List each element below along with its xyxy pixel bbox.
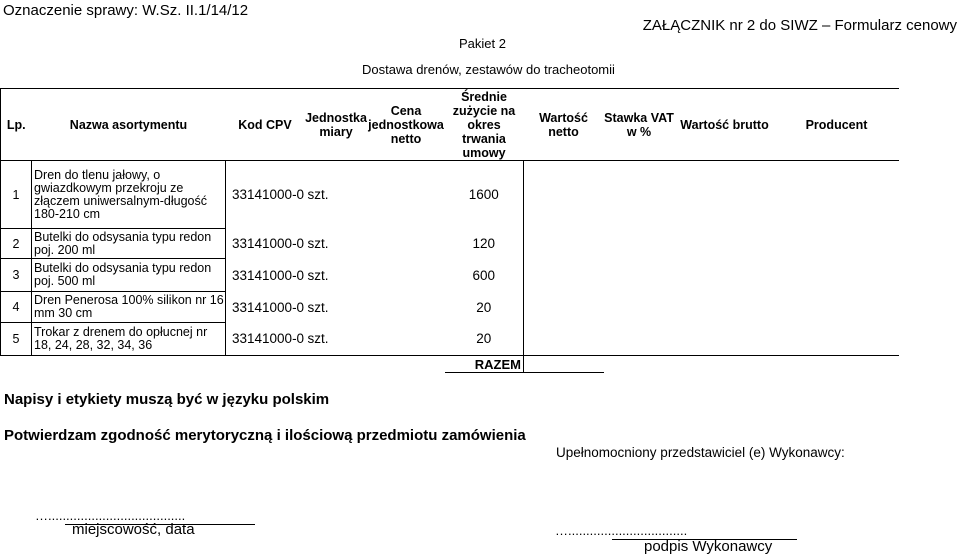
table-row (1, 229, 899, 259)
confirmation-note: Potwierdzam zgodność merytoryczną i ilościową przedmiotu zamówienia (4, 427, 526, 444)
row-cpv: 33141000-0 (226, 323, 305, 356)
col-cpv: Kod CPV (226, 89, 305, 161)
row-unit: szt. (305, 161, 368, 229)
row-qty: 1600 (445, 161, 524, 229)
total-row (1, 356, 899, 373)
table-row (1, 259, 899, 292)
row-qty: 20 (445, 292, 524, 323)
table-row (1, 292, 899, 323)
row-qty: 600 (445, 259, 524, 292)
row-unit: szt. (307, 236, 329, 251)
row-unit: szt. (307, 299, 329, 315)
row-price (368, 229, 445, 259)
col-unit: Jednostka miary (305, 89, 368, 161)
row-price (368, 161, 445, 229)
authorized-representative-label: Upełnomocniony przedstawiciel (e) Wykonawcy: (556, 445, 845, 460)
table-header-row (1, 89, 899, 161)
table-row (1, 161, 899, 229)
row-lp: 5 (1, 323, 32, 356)
row-name: Butelki do odsysania typu redon poj. 500 ml (32, 259, 226, 292)
place-date-dots: …...................................... (35, 508, 186, 523)
row-unit: szt. (305, 323, 368, 356)
col-lp: Lp. (1, 89, 32, 161)
row-cpv: 33141000-0 (232, 299, 305, 315)
col-name: Nazwa asortymentu (32, 89, 226, 161)
package-label: Pakiet 2 (459, 36, 506, 51)
place-date-label: miejscowość, data (72, 521, 195, 538)
row-cpv: 33141000-0 (232, 236, 305, 251)
row-lp: 3 (1, 259, 32, 292)
row-name: Dren do tlenu jałowy, o gwiazdkowym przekroju ze złączem uniwersalnym-długość 180-210 cm (32, 161, 226, 229)
col-gross: Wartość brutto (675, 89, 775, 161)
col-net: Wartość netto (524, 89, 604, 161)
subject-label: Dostawa drenów, zestawów do tracheotomii (362, 62, 615, 77)
attachment-title: ZAŁĄCZNIK nr 2 do SIWZ – Formularz cenowy (642, 17, 957, 34)
row-qty: 20 (445, 323, 524, 356)
table-row (1, 323, 899, 356)
case-reference: Oznaczenie sprawy: W.Sz. II.1/14/12 (3, 2, 249, 19)
col-producer: Producent (775, 89, 899, 161)
col-usage: Średnie zużycie na okres trwania umowy (445, 89, 524, 161)
row-cpv: 33141000-0 (232, 267, 305, 283)
row-name: Dren Penerosa 100% silikon nr 16 mm 30 cm (32, 292, 226, 323)
row-cpv: 33141000-0 (226, 161, 305, 229)
row-lp: 1 (1, 161, 32, 229)
price-table (0, 88, 899, 373)
row-lp: 2 (1, 229, 32, 259)
col-vat: Stawka VAT w % (604, 89, 675, 161)
row-price (368, 292, 445, 323)
row-unit: szt. (307, 267, 329, 283)
col-price: Cena jednostkowa netto (368, 89, 445, 161)
signature-dots: …................................. (555, 523, 688, 538)
total-label: RAZEM (445, 356, 524, 373)
language-note: Napisy i etykiety muszą być w języku polskim (4, 391, 330, 408)
row-lp: 4 (1, 292, 32, 323)
row-qty: 120 (445, 229, 524, 259)
row-name: Trokar z drenem do opłucnej nr 18, 24, 28, 32, 34, 36 (32, 323, 226, 356)
row-price (368, 259, 445, 292)
row-price (368, 323, 445, 356)
row-name: Butelki do odsysania typu redon poj. 200 ml (32, 229, 226, 259)
signature-label: podpis Wykonawcy (644, 538, 773, 555)
